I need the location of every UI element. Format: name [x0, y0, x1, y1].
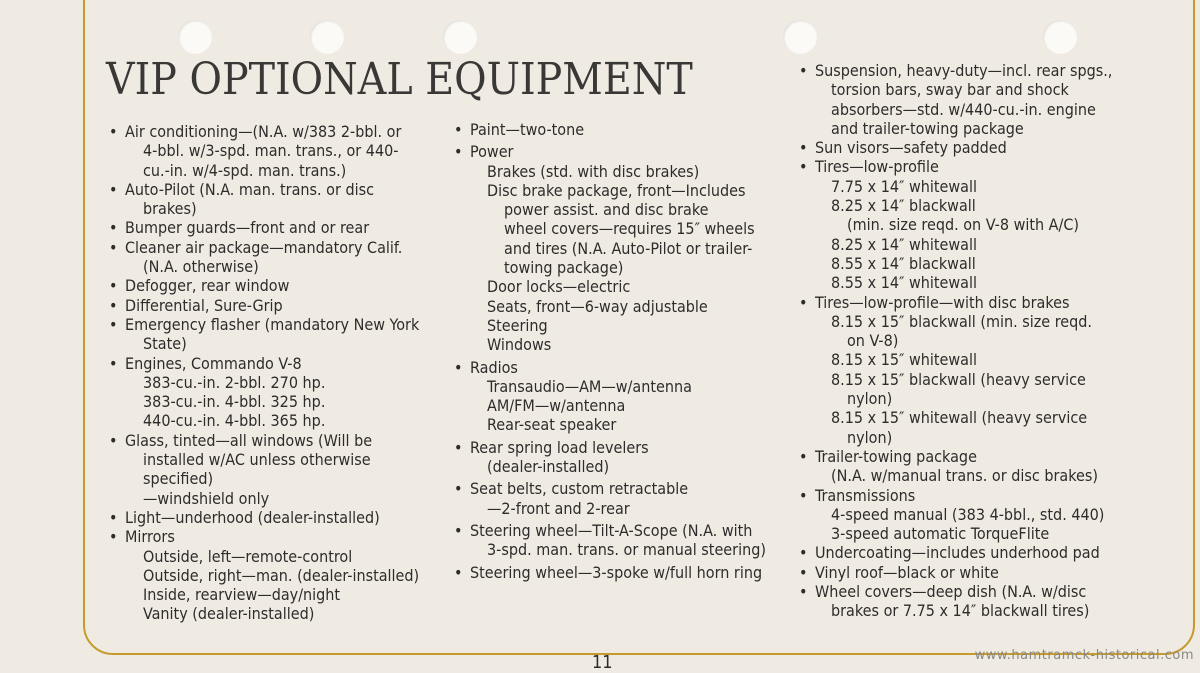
list-item: [454, 120, 766, 139]
item-detail: Steering: [487, 315, 548, 335]
item-detail: Windows: [487, 335, 552, 355]
list-item: [109, 527, 420, 624]
item-heading: Emergency flasher (mandatory New York: [125, 314, 420, 334]
item-heading: Differential, Sure-Grip: [125, 295, 283, 315]
punch-hole: [310, 20, 344, 54]
item-detail: nylon): [847, 427, 893, 447]
item-heading: Undercoating—includes underhood pad: [815, 543, 1100, 563]
bullet-icon: •: [799, 582, 808, 602]
item-detail: 440-cu.-in. 4-bbl. 365 hp.: [143, 411, 326, 431]
item-detail: wheel covers—requires 15″ wheels: [504, 219, 755, 239]
list-item: [799, 61, 1113, 138]
item-detail: Disc brake package, front—Includes: [487, 180, 746, 200]
bullet-icon: •: [799, 446, 808, 466]
item-detail: AM/FM—w/antenna: [487, 396, 626, 416]
bullet-icon: •: [799, 61, 808, 80]
punch-hole: [783, 20, 817, 54]
item-detail: power assist. and disc brake: [504, 200, 709, 220]
item-detail: and trailer-towing package: [831, 118, 1024, 138]
item-detail: Door locks—electric: [487, 277, 631, 297]
item-detail: 4-bbl. w/3-spd. man. trans., or 440-: [143, 141, 399, 161]
list-item: [109, 218, 419, 238]
item-heading: Vinyl roof—black or white: [815, 562, 999, 582]
list-item: [799, 157, 1112, 293]
item-heading: Auto-Pilot (N.A. man. trans. or disc: [125, 179, 374, 199]
item-detail: (dealer-installed): [487, 457, 610, 477]
bullet-icon: •: [109, 237, 118, 257]
bullet-icon: •: [799, 138, 808, 158]
item-heading: Seat belts, custom retractable: [470, 479, 689, 499]
list-item: [454, 142, 766, 355]
item-detail: 8.15 x 15″ whitewall (heavy service: [831, 408, 1088, 428]
item-detail: cu.-in. w/4-spd. man. trans.): [143, 160, 347, 180]
punch-hole: [443, 20, 477, 54]
middle-column: [454, 120, 766, 582]
bullet-icon: •: [454, 120, 463, 139]
item-detail: brakes): [143, 199, 197, 219]
list-item: [799, 562, 1112, 582]
bullet-icon: •: [799, 292, 808, 312]
list-item: [454, 479, 766, 518]
item-heading: Wheel covers—deep dish (N.A. w/disc: [815, 582, 1087, 602]
bullet-icon: •: [454, 437, 463, 457]
bullet-icon: •: [799, 562, 808, 582]
bullet-icon: •: [109, 122, 118, 141]
item-heading: Trailer-towing package: [815, 446, 977, 466]
item-heading: Radios: [470, 357, 518, 377]
right-column: [799, 61, 1113, 621]
list-item: [109, 122, 419, 180]
item-detail: 8.15 x 15″ blackwall (heavy service: [831, 369, 1086, 389]
bullet-icon: •: [109, 353, 118, 373]
item-detail: 8.55 x 14″ blackwall: [831, 253, 976, 273]
item-heading: Engines, Commando V-8: [125, 353, 302, 373]
page-title: VIP OPTIONAL EQUIPMENT: [106, 54, 693, 105]
bullet-icon: •: [454, 562, 463, 582]
bullet-icon: •: [109, 314, 118, 334]
item-detail: 3-spd. man. trans. or manual steering): [487, 540, 766, 560]
item-detail: 7.75 x 14″ whitewall: [831, 176, 977, 196]
item-heading: Bumper guards—front and or rear: [125, 218, 370, 238]
item-detail: —2-front and 2-rear: [487, 498, 630, 518]
item-detail: 3-speed automatic TorqueFlite: [831, 524, 1050, 544]
item-detail: and tires (N.A. Auto-Pilot or trailer-: [504, 238, 753, 258]
item-heading: Air conditioning—(N.A. w/383 2-bbl. or: [125, 122, 402, 141]
bullet-icon: •: [454, 520, 463, 540]
bullet-icon: •: [109, 218, 118, 238]
list-item: [109, 314, 420, 354]
punch-hole: [1043, 20, 1077, 54]
item-detail: Vanity (dealer-installed): [143, 604, 315, 624]
bullet-icon: •: [109, 276, 118, 296]
list-item: [454, 357, 766, 435]
item-detail: specified): [143, 469, 214, 489]
list-item: [799, 138, 1112, 158]
list-item: [799, 446, 1112, 486]
item-detail: absorbers—std. w/440-cu.-in. engine: [831, 99, 1096, 119]
item-detail: Outside, right—man. (dealer-installed): [143, 565, 420, 585]
item-detail: 8.15 x 15″ whitewall: [831, 350, 977, 370]
bullet-icon: •: [454, 142, 463, 162]
list-item: [109, 295, 419, 315]
list-item: [109, 430, 419, 508]
bullet-icon: •: [454, 357, 463, 377]
bullet-icon: •: [109, 179, 118, 199]
item-detail: State): [143, 334, 187, 354]
list-item: [109, 179, 419, 219]
item-detail: 8.25 x 14″ whitewall: [831, 234, 977, 254]
item-detail: 383-cu.-in. 4-bbl. 325 hp.: [143, 392, 326, 412]
bullet-icon: •: [109, 295, 118, 315]
item-heading: Paint—two-tone: [470, 120, 585, 139]
list-item: [454, 437, 766, 477]
bullet-icon: •: [799, 157, 808, 177]
list-item: [109, 276, 419, 296]
item-detail: Brakes (std. with disc brakes): [487, 161, 700, 181]
item-detail: torsion bars, sway bar and shock: [831, 80, 1069, 100]
item-heading: Suspension, heavy-duty—incl. rear spgs.,: [815, 61, 1113, 80]
item-detail: 4-speed manual (383 4-bbl., std. 440): [831, 504, 1105, 524]
item-detail: Transaudio—AM—w/antenna: [487, 376, 692, 396]
item-heading: Tires—low-profile: [815, 157, 939, 177]
list-item: [109, 353, 419, 431]
punch-hole: [178, 20, 212, 54]
item-heading: Cleaner air package—mandatory Calif.: [125, 237, 403, 257]
item-heading: Transmissions: [815, 485, 916, 505]
list-item: [799, 582, 1112, 621]
list-item: [799, 485, 1112, 544]
list-item: [799, 543, 1112, 563]
bullet-icon: •: [109, 527, 118, 547]
item-heading: Rear spring load levelers: [470, 437, 649, 457]
item-detail: (N.A. otherwise): [143, 257, 259, 277]
item-detail: on V-8): [847, 331, 899, 351]
item-detail: 8.15 x 15″ blackwall (min. size reqd.: [831, 311, 1092, 331]
list-item: [799, 292, 1112, 447]
item-heading: Mirrors: [125, 527, 175, 547]
item-detail: Rear-seat speaker: [487, 415, 617, 435]
item-heading: Sun visors—safety padded: [815, 138, 1007, 158]
item-detail: (min. size reqd. on V-8 with A/C): [847, 215, 1080, 235]
item-detail: 8.25 x 14″ blackwall: [831, 196, 976, 216]
bullet-icon: •: [799, 543, 808, 563]
list-item: [109, 507, 419, 527]
bullet-icon: •: [109, 430, 118, 450]
item-heading: Glass, tinted—all windows (Will be: [125, 430, 373, 450]
list-item: [109, 237, 419, 277]
item-heading: Defogger, rear window: [125, 276, 290, 296]
list-item: [454, 562, 766, 582]
item-heading: Power: [470, 142, 514, 162]
item-heading: Steering wheel—Tilt-A-Scope (N.A. with: [470, 520, 753, 540]
list-item: [454, 520, 766, 560]
item-detail: Outside, left—remote-control: [143, 546, 353, 566]
bullet-icon: •: [799, 485, 808, 505]
page-number: 11: [592, 652, 613, 673]
bullet-icon: •: [109, 507, 118, 527]
bullet-icon: •: [454, 479, 463, 499]
item-detail: 8.55 x 14″ whitewall: [831, 273, 977, 293]
item-heading: Steering wheel—3-spoke w/full horn ring: [470, 562, 763, 582]
watermark: www.hamtramck-historical.com: [974, 648, 1194, 663]
item-detail: towing package): [504, 258, 624, 278]
item-detail: installed w/AC unless otherwise: [143, 450, 371, 470]
item-detail: Seats, front—6-way adjustable: [487, 296, 708, 316]
item-detail: brakes or 7.75 x 14″ blackwall tires): [831, 601, 1090, 621]
item-detail: (N.A. w/manual trans. or disc brakes): [831, 466, 1098, 486]
item-detail: —windshield only: [143, 488, 270, 508]
item-heading: Tires—low-profile—with disc brakes: [815, 292, 1070, 312]
left-column: [109, 122, 420, 624]
item-detail: Inside, rearview—day/night: [143, 585, 341, 605]
item-detail: nylon): [847, 389, 893, 409]
item-detail: 383-cu.-in. 2-bbl. 270 hp.: [143, 372, 326, 392]
item-heading: Light—underhood (dealer-installed): [125, 507, 380, 527]
